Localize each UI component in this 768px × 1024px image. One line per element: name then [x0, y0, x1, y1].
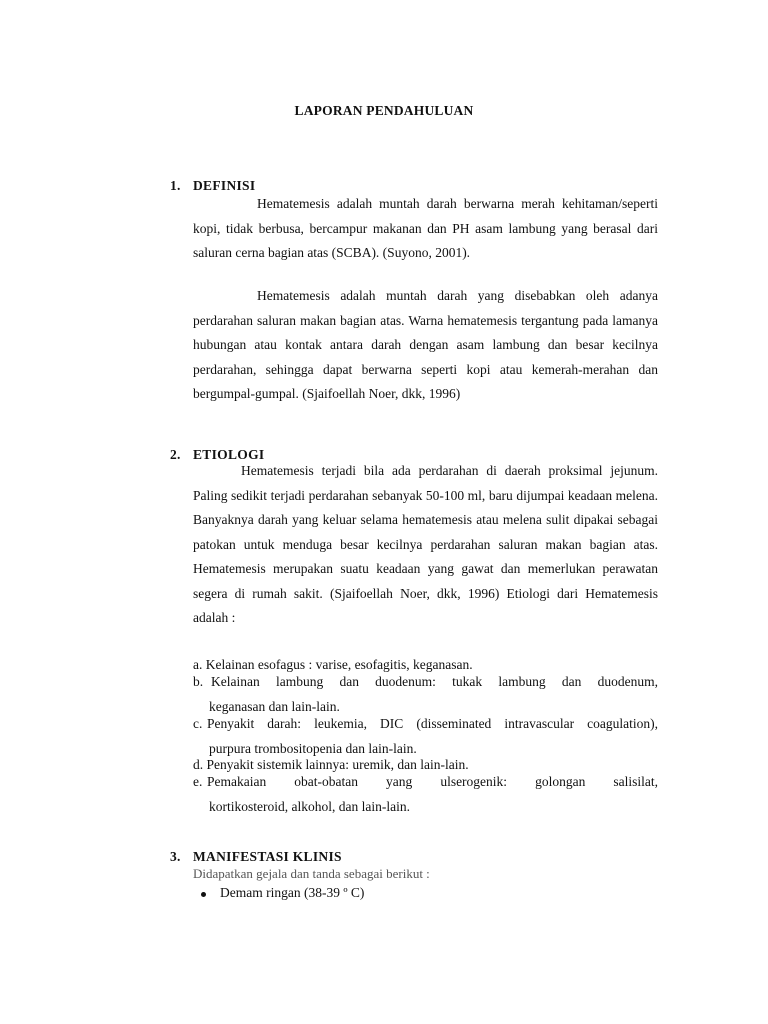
section-number: 2.	[170, 447, 181, 462]
list-marker-e: e.	[193, 774, 203, 789]
list-text: Penyakit sistemik lainnya: uremik, dan lain-lain.	[206, 757, 469, 772]
list-marker: d.	[193, 757, 204, 772]
bullet-icon	[201, 892, 206, 897]
section-heading-manifestasi-klinis	[170, 849, 342, 865]
list-text-continued: keganasan dan lain-lain.	[209, 699, 340, 714]
list-text-continued: kortikosteroid, alkohol, dan lain-lain.	[209, 799, 410, 814]
list-item	[193, 757, 469, 773]
list-text: Kelainan esofagus : varise, esofagitis, keganasan.	[205, 657, 473, 672]
list-marker-c: c.	[193, 716, 203, 731]
list-text-continued: purpura trombositopenia dan lain-lain.	[209, 741, 417, 756]
section-number: 3.	[170, 849, 181, 864]
list-marker: a.	[193, 657, 203, 672]
list-item	[193, 657, 473, 673]
bullet-item-text: Demam ringan (38-39 º C)	[220, 885, 365, 900]
list-text: Kelainan lambung dan duodenum: tukak lambung dan duodenum,	[211, 674, 658, 689]
etiologi-paragraph: Hematemesis terjadi bila ada perdarahan di daerah proksimal jejunum. Paling sedikit terjadi perdarahan sebanyak 50-100 ml, baru dijumpai keadaan melena. Banyaknya darah yang keluar selama hematemesis atau melena sulit dipakai sebagai patokan untuk menduga besar kecilnya perdarahan saluran makan bagian atas. Hematemesis merupakan suatu keadaan yang gawat dan memerlukan perawatan segera di rumah sakit. (Sjaifoellah Noer, dkk, 1996) Etiologi dari Hematemesis adalah :	[193, 463, 658, 625]
list-text: Penyakit darah: leukemia, DIC (disseminated intravascular coagulation),	[207, 716, 658, 731]
section-title: MANIFESTASI KLINIS	[193, 849, 342, 864]
section-title: ETIOLOGI	[193, 447, 265, 462]
list-text: Pemakaian obat-obatan yang ulserogenik: golongan salisilat,	[207, 774, 658, 789]
definisi-paragraph-1: Hematemesis adalah muntah darah berwarna merah kehitaman/seperti kopi, tidak berbusa, bercampur makanan dan PH asam lambung yang berasal dari saluran cerna bagian atas (SCBA). (Suyono, 2001).	[193, 196, 658, 260]
list-marker-b: b.	[193, 674, 204, 689]
manifestasi-intro: Didapatkan gejala dan tanda sebagai berikut :	[193, 866, 430, 881]
definisi-paragraph-2: Hematemesis adalah muntah darah yang disebabkan oleh adanya perdarahan saluran makan bagian atas. Warna hematemesis tergantung pada lamanya hubungan atau kontak antara darah dengan asam lambung dan besar kecilnya perdarahan, sehingga dapat berwarna seperti kopi atau kemerah-merahan dan bergumpal-gumpal. (Sjaifoellah Noer, dkk, 1996)	[193, 288, 658, 401]
section-title: DEFINISI	[193, 178, 256, 193]
document-title: LAPORAN PENDAHULUAN	[294, 103, 474, 118]
section-number: 1.	[170, 178, 181, 193]
